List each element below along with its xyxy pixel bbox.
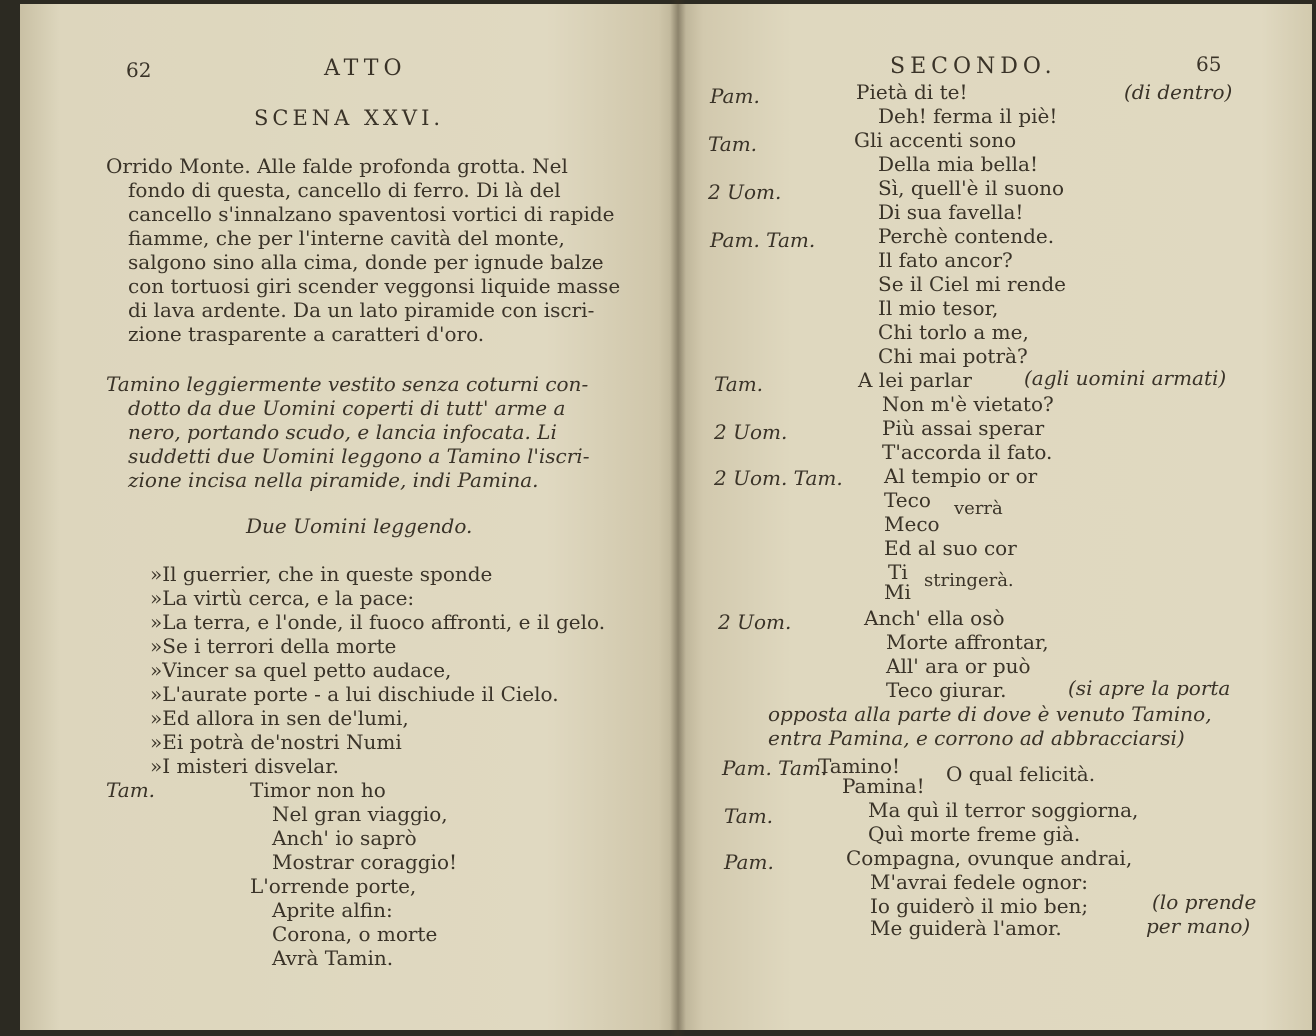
verse-line: Chi torlo a me, [878,320,1029,344]
verse-line: Teco giurar. [886,678,1007,702]
speaker: Pam. Tam. [710,228,816,252]
verse-line: T'accorda il fato. [882,440,1053,464]
direction-line: Tamino leggiermente vestito senza coturni con- [106,372,589,396]
setting-line: di lava ardente. Da un lato piramide con iscri- [128,298,595,322]
verse-line: Io guiderò il mio ben; [870,894,1089,918]
setting-line: salgono sino alla cima, donde per ignude balze [128,250,604,274]
verse-line: L'orrende porte, [250,874,417,898]
speaker: Tam. [708,132,758,156]
scene-title: SCENA XXVI. [254,106,445,130]
verse-line: Meco [884,512,940,536]
duet-name: Pamina! [842,774,925,798]
verse-line: Nel gran viaggio, [272,802,448,826]
verse-line: Deh! ferma il piè! [878,104,1058,128]
setting-line: fiamme, che per l'interne cavità del monte, [128,226,565,250]
verse-line: Anch' io saprò [272,826,417,850]
left-page [20,4,678,1030]
inscription-line: »Ei potrà de'nostri Numi [150,730,402,754]
verse-group [878,224,1066,368]
inscription-line: »Se i terrori della morte [150,634,397,658]
speaker: Tam. [106,778,156,802]
setting-line: zione trasparente a caratteri d'oro. [128,322,485,346]
verse-line: Non m'è vietato? [882,392,1054,416]
verse-line: Di sua favella! [878,200,1024,224]
verse-line: Morte affrontar, [886,630,1049,654]
inscription-line: »La terra, e l'onde, il fuoco affronti, e il gelo. [150,610,606,634]
brace-word: verrà [954,498,1003,519]
inscription-line: »Vincer sa quel petto audace, [150,658,452,682]
right-page [678,4,1312,1030]
speaker: 2 Uom. [708,180,782,204]
inscription-line: »L'aurate porte - a lui dischiude il Cielo. [150,682,559,706]
direction-line: suddetti due Uomini leggono a Tamino l'iscri- [128,444,590,468]
stage-direction: per mano) [1146,914,1251,938]
verse-line: Me guiderà l'amor. [870,916,1062,940]
speaker: 2 Uom. [714,420,788,444]
inscription-line: »La virtù cerca, e la pace: [150,586,415,610]
inscription-line: »Ed allora in sen de'lumi, [150,706,409,730]
direction-line: dotto da due Uomini coperti di tutt' arme a [128,396,566,420]
verse-line: Timor non ho [250,778,386,802]
verse-line: Al tempio or or [884,464,1038,488]
subheading: Due Uomini leggendo. [246,514,473,538]
speaker: Tam. [724,804,774,828]
verse-line: Mi [884,580,911,604]
verse-line: Se il Ciel mi rende [878,272,1066,296]
verse-line: A lei parlar [858,368,972,392]
running-head: ATTO [324,56,407,81]
verse-line: Pietà di te! [856,80,968,104]
speaker: Pam. Tam. [722,756,828,780]
page-number: 65 [1196,52,1222,76]
verse-line: Chi mai potrà? [878,344,1028,368]
setting-line: con tortuosi giri scender veggonsi liquide masse [128,274,621,298]
page-number: 62 [126,58,152,82]
verse-line: Sì, quell'è il suono [878,176,1065,200]
verse-line: Ed al suo cor [884,536,1017,560]
speaker: 2 Uom. [718,610,792,634]
inscription [150,562,605,778]
setting-line: Orrido Monte. Alle falde profonda grotta. Nel [106,154,568,178]
setting-line: cancello s'innalzano spaventosi vortici di rapide [128,202,615,226]
verse-line: Corona, o morte [272,922,438,946]
inscription-line: »Il guerrier, che in queste sponde [150,562,493,586]
verse-line: Aprite alfin: [272,898,393,922]
tamino-verse [250,778,457,970]
setting-description [106,154,620,346]
verse-line: Della mia bella! [878,152,1038,176]
verse-line: Quì morte freme già. [868,822,1081,846]
speaker: Tam. [714,372,764,396]
direction-line: nero, portando scudo, e lancia infocata. Li [128,420,557,444]
stage-direction [106,372,589,492]
verse-line: Perchè contende. [878,224,1055,248]
setting-line: fondo di questa, cancello di ferro. Di là del [128,178,561,202]
stage-direction: opposta alla parte di dove è venuto Tamino, [768,702,1212,726]
verse-line: Avrà Tamin. [272,946,394,970]
speaker: Pam. [724,850,774,874]
verse-line: Mostrar coraggio! [272,850,458,874]
stage-direction: (lo prende [1152,890,1257,914]
verse-line: Ma quì il terror soggiorna, [868,798,1139,822]
exclamation: O qual felicità. [946,762,1096,786]
direction-line: zione incisa nella piramide, indi Pamina. [128,468,539,492]
book-gutter [670,0,686,1036]
running-head: SECONDO. [890,54,1057,79]
verse-line: Più assai sperar [882,416,1045,440]
verse-line: Il mio tesor, [878,296,999,320]
verse-line: Anch' ella osò [864,606,1005,630]
stage-direction: entra Pamina, e corrono ad abbracciarsi) [768,726,1185,750]
verse-line: Ti [888,560,908,584]
stage-direction: (si apre la porta [1068,676,1231,700]
verse-line: All' ara or può [886,654,1031,678]
speaker: Pam. [710,84,760,108]
duet-name: Tamino! [818,754,901,778]
brace-word: stringerà. [924,570,1014,591]
inscription-line: »I misteri disvelar. [150,754,339,778]
verse-line: Teco [884,488,931,512]
verse-line: Compagna, ovunque andrai, [846,846,1133,870]
speaker: 2 Uom. Tam. [714,466,843,490]
verse-line: M'avrai fedele ognor: [870,870,1088,894]
verse-line: Il fato ancor? [878,248,1013,272]
aside: (agli uomini armati) [1024,366,1227,390]
aside: (di dentro) [1124,80,1233,104]
verse-line: Gli accenti sono [854,128,1017,152]
